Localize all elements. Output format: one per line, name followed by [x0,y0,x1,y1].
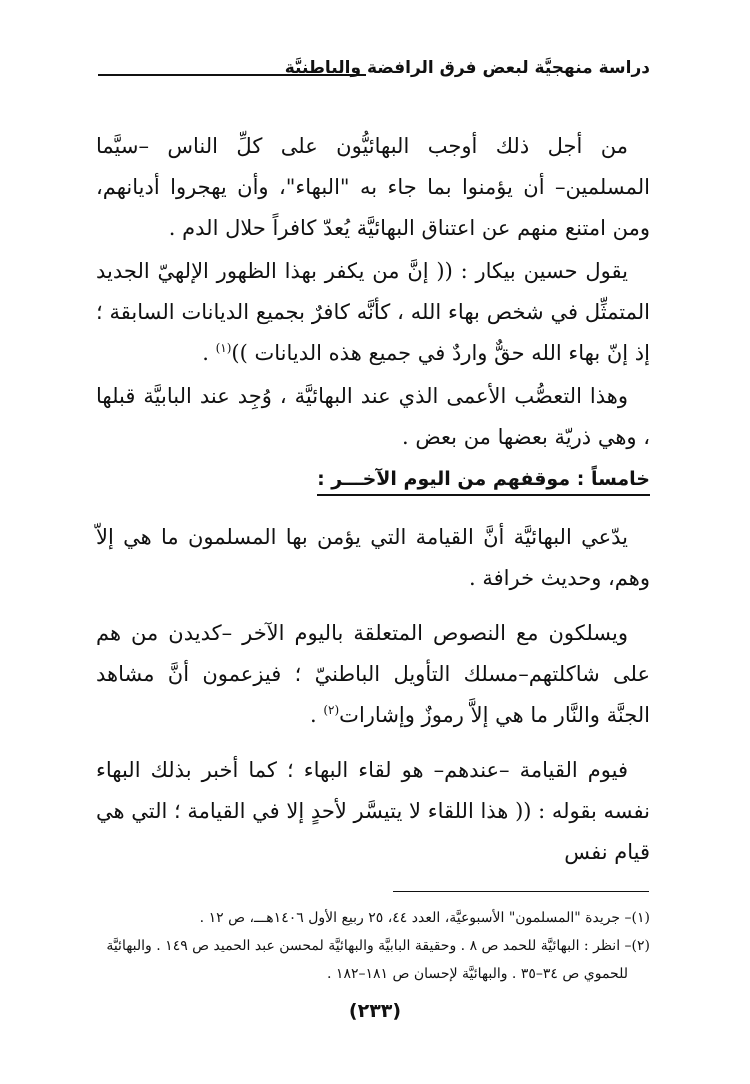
footnote-ref-2[interactable]: (٢) [323,703,340,717]
paragraph-5 [96,613,650,736]
paragraph-3: وهذا التعصُّب الأعمى الذي عند البهائيَّة ، وُجِد عند البابيَّة قبلها ، وهي ذريّة بعضها من بعض . [96,384,650,449]
page-number: (٢٣٣) [348,1000,402,1022]
body-text [96,126,650,873]
paragraph-2-end: . [202,341,216,365]
footnote-rule [393,891,649,892]
header-rule [98,74,366,76]
footnotes [94,904,650,988]
paragraph-6: فيوم القيامة –عندهم– هو لقاء البهاء ؛ كما أخبر بذلك البهاء نفسه بقوله : (( هذا اللقاء لا يتيسَّر لأحدٍ إلا في القيامة ؛ التي هي قيام نفس [96,758,650,864]
paragraph-4: يدّعي البهائيَّة أنَّ القيامة التي يؤمن بها المسلمون ما هي إلاّ وهم، وحديث خرافة . [96,525,650,590]
footnote-ref-1[interactable]: (١) [215,341,232,355]
section-heading: خامساً : موقفهم من اليوم الآخـــر : [317,466,650,496]
paragraph-5-text: ويسلكون مع النصوص المتعلقة باليوم الآخر –كديدن من هم على شاكلتهم–مسلك التأويل الباطنيّ ؛ فيزعمون أنَّ مشاهد الجنَّة والنَّار ما هي إلاَّ رموزٌ وإشارات [96,621,650,727]
footnote-2-line-1: (٢)– انظر : البهائيَّة للحمد ص ٨ . وحقيقة البابيَّة والبهائيَّة لمحسن عبد الحميد ص ١٤٩ . والبهائيَّة [106,938,650,954]
footnote-1: (١)– جريدة "المسلمون" الأسبوعيَّة، العدد ٤٤، ٢٥ ربيع الأول ١٤٠٦هـــ، ص ١٢ . [199,910,650,926]
section-heading-wrap [96,458,650,499]
paragraph-2 [96,251,650,374]
paragraph-2-text: يقول حسين بيكار : (( إنَّ من يكفر بهذا الظهور الإلهيّ الجديد المتمثِّل في شخص بهاء الله ، كأنَّه كافرٌ بجميع الديانات السابقة ؛ إذ إنّ بهاء الله حقٌّ واردٌ في جميع هذه الديانات )) [96,259,650,365]
paragraph-5-end: . [309,703,324,727]
footnote-2-line-2: للحموي ص ٣٤–٣٥ . والبهائيَّة لإحسان ص ١٨١–١٨٢ . [327,966,628,982]
running-header: دراسة منهجيَّة لبعض فرق الرافضة والباطنيَّة [284,58,650,78]
paragraph-1: من أجل ذلك أوجب البهائيُّون على كلِّ الناس –سيَّما المسلمين– أن يؤمنوا بما جاء به "البهاء"، وأن يهجروا أديانهم، ومن امتنع منهم عن اعتناق البهائيَّة يُعدّ كافراً حلال الدم . [96,134,650,240]
